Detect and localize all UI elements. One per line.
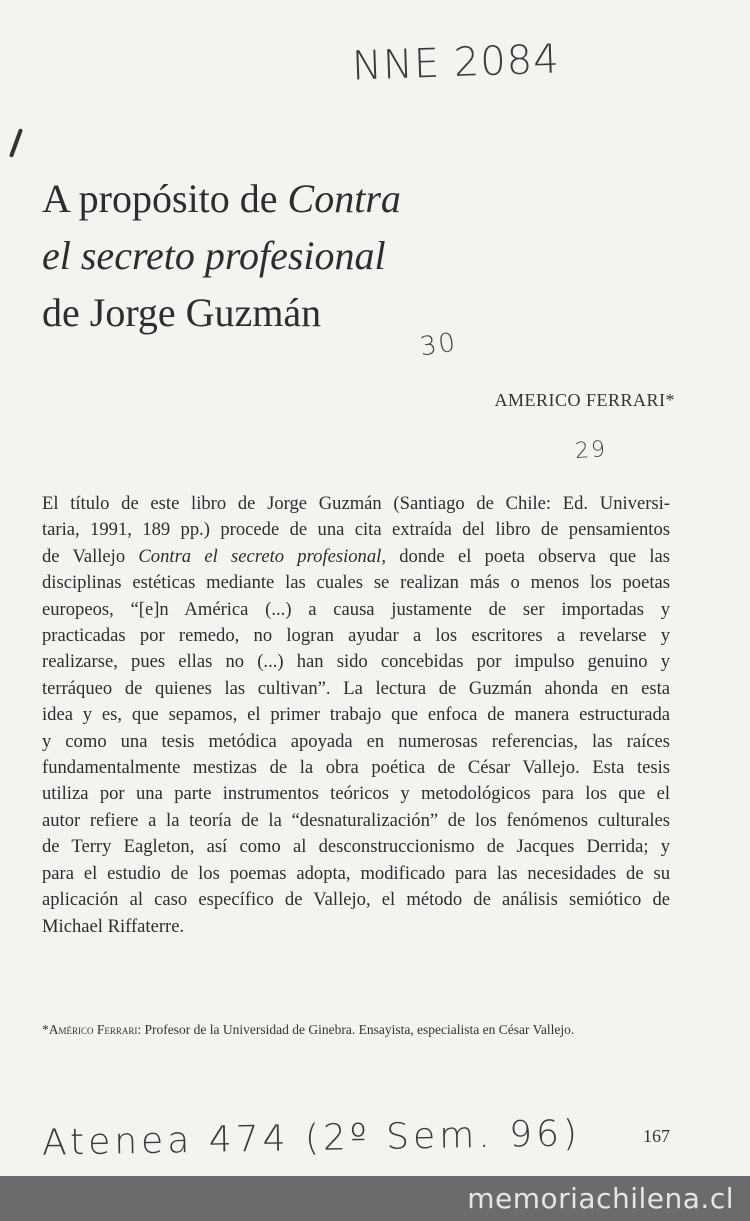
body-line: practicadas por remedo, no logran ayudar a los escritores a revelarse y (42, 625, 670, 647)
footnote-text: : Profesor de la Universidad de Ginebra. Ensayista, especialista en César Vallejo. (137, 1022, 575, 1037)
body-text-segment: de Vallejo (42, 545, 139, 567)
watermark-footer-bar (0, 1176, 750, 1221)
article-title (42, 170, 462, 341)
body-line: realizarse, pues ellas no (...) han sido concebidas por impulso genuino y (42, 651, 670, 673)
body-line: El título de este libro de Jorge Guzmán (Santiago de Chile: Ed. Universi- (42, 493, 670, 514)
handwritten-catalog-code: NNE 2084 (351, 36, 561, 90)
title-italic-text: Contra (287, 176, 401, 221)
title-line-1 (42, 176, 401, 221)
page-number: 167 (643, 1126, 670, 1146)
title-roman-text: A propósito de (42, 176, 288, 221)
body-line: utiliza por una parte instrumentos teóricos y metodológicos para los que el (42, 783, 670, 805)
handwritten-number-30: 30 (418, 327, 460, 363)
body-line: de Terry Eagleton, así como al desconstruccionismo de Jacques Derrida; y (42, 836, 670, 858)
body-line: idea y es, que sepamos, el primer trabajo que enfoca de manera estructurada (42, 704, 670, 726)
body-line: terráqueo de quienes las cultivan”. La lectura de Guzmán ahonda en esta (42, 677, 670, 699)
body-line: aplicación al caso específico de Vallejo, el método de análisis semiótico de (42, 889, 670, 911)
body-line: taria, 1991, 189 pp.) procede de una cita extraída del libro de pensamientos (42, 519, 670, 541)
body-paragraph (42, 491, 670, 940)
body-line: para el estudio de los poemas adopta, modificado para las necesidades de su (42, 862, 670, 884)
body-line: europeos, “[e]n América (...) a causa justamente de ser importadas y (42, 598, 670, 620)
body-line: disciplinas estéticas mediante las cuales se realizan más o menos los poetas (42, 572, 670, 594)
author-name: AMERICO FERRARI* (494, 390, 675, 410)
body-line: Michael Riffaterre. (42, 915, 185, 937)
footnote (42, 1020, 670, 1040)
title-line-3: de Jorge Guzmán (42, 290, 322, 335)
body-line: fundamentalmente mestizas de la obra poética de César Vallejo. Esta tesis (42, 757, 670, 779)
body-line (42, 544, 670, 570)
title-line-2: el secreto profesional (42, 233, 386, 278)
body-text-segment: donde el poeta observa que las (385, 545, 670, 567)
handwritten-journal-reference: Atenea 474 (2º Sem. 96) (41, 1113, 582, 1164)
book-title-italic: Contra el secreto profesional, (138, 545, 386, 567)
body-line: y como una tesis metódica apoyada en numerosas referencias, las raíces (42, 730, 670, 752)
footnote-author-name: Américo Ferrari (48, 1022, 138, 1037)
handwritten-number-29: 29 (574, 436, 608, 465)
body-line: autor refiere a la teoría de la “desnaturalización” de los fenómenos culturales (42, 809, 670, 831)
footnote-marker: * (42, 1022, 49, 1037)
pen-mark (9, 128, 23, 158)
brand-watermark: memoriachilena.cl (467, 1182, 734, 1215)
